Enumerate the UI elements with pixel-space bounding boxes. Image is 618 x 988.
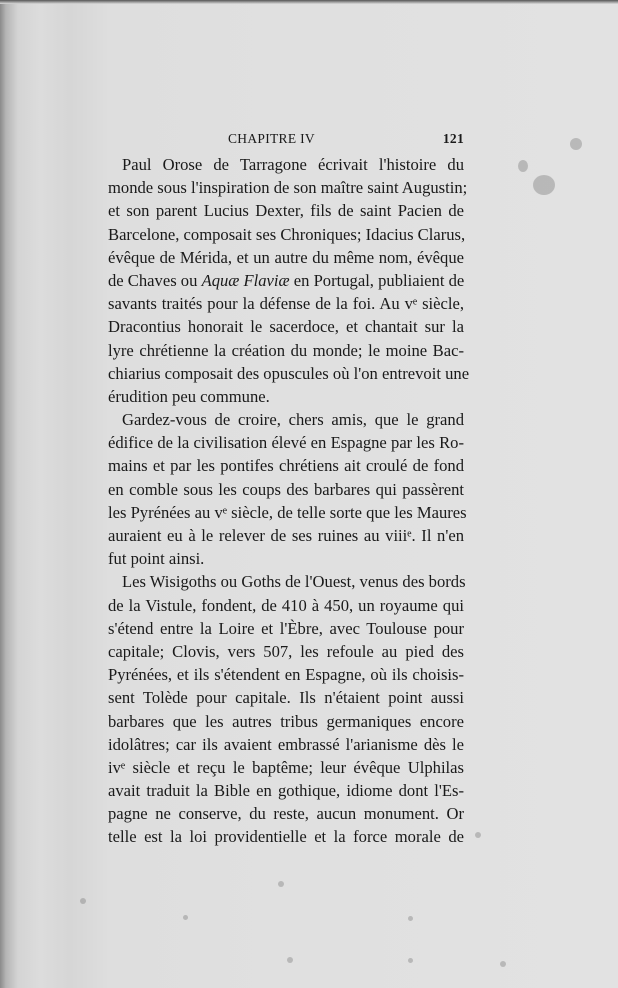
text-line: mains et par les pontifes chrétiens ait croulé de fond xyxy=(108,456,464,476)
text-line: idolâtres; car ils avaient embrassé l'arianisme dès le xyxy=(108,734,464,754)
text-line: monde sous l'inspiration de son maître saint Augustin; xyxy=(108,178,468,198)
text-line: auraient eu à le relever de ses ruines au viiiᵉ. Il n'en xyxy=(108,526,464,545)
text-line: Gardez-vous de croire, chers amis, que le grand xyxy=(122,410,464,430)
text-line: Paul Orose de Tarragone écrivait l'histoire du xyxy=(122,155,464,174)
text-line: savants traités pour la défense de la foi. Au vᵉ siècle, xyxy=(108,294,464,314)
text-run: en Portugal, publiaient de xyxy=(289,270,465,290)
foxing-spot xyxy=(408,958,413,963)
foxing-spot xyxy=(278,881,284,887)
text-line: de la Vistule, fondent, de 410 à 450, un royaume qui xyxy=(108,595,464,615)
italic-place-name: Aquæ Flaviæ xyxy=(201,270,290,290)
foxing-spot xyxy=(533,175,555,195)
body-text xyxy=(108,153,470,849)
foxing-spot xyxy=(518,160,528,172)
text-line: édifice de la civilisation élevé en Espagne par les Ro- xyxy=(108,433,464,453)
text-run: de Chaves ou xyxy=(108,270,202,290)
text-line: les Pyrénées au vᵉ siècle, de telle sorte que les Maures xyxy=(108,502,467,522)
foxing-spot xyxy=(80,898,86,904)
foxing-spot xyxy=(408,916,413,921)
foxing-spot xyxy=(500,961,506,967)
text-line: avait traduit la Bible en gothique, idiome dont l'Es- xyxy=(108,781,464,801)
text-line: fut point ainsi. xyxy=(108,549,205,569)
text-line: érudition peu commune. xyxy=(108,386,270,406)
text-line: chiarius composait des opuscules où l'on entrevoit une xyxy=(108,363,470,383)
running-header xyxy=(108,131,464,151)
text-line: et son parent Lucius Dexter, fils de saint Pacien de xyxy=(108,201,464,221)
text-line: telle est la loi providentielle et la force morale de xyxy=(108,827,464,847)
text-line: Dracontius honorait le sacerdoce, et chantait sur la xyxy=(108,317,464,337)
text-line: barbares que les autres tribus germaniques encore xyxy=(108,711,464,731)
text-line: en comble sous les coups des barbares qui passèrent xyxy=(108,479,464,499)
foxing-spot xyxy=(287,957,293,963)
text-line: pagne ne conserve, du reste, aucun monument. Or xyxy=(108,804,464,824)
text-line: s'étend entre la Loire et l'Èbre, avec Toulouse pour xyxy=(108,618,464,638)
text-line: Barcelone, composait ses Chroniques; Idacius Clarus, xyxy=(108,224,466,244)
page-number: 121 xyxy=(442,131,464,146)
chapter-title: CHAPITRE IV xyxy=(228,131,315,146)
text-line xyxy=(108,269,464,292)
text-line: sent Tolède pour capitale. Ils n'étaient point aussi xyxy=(108,688,464,708)
foxing-spot xyxy=(570,138,582,150)
foxing-spot xyxy=(183,915,188,920)
page-edge-shadow xyxy=(0,0,618,4)
text-line: capitale; Clovis, vers 507, les refoule au pied des xyxy=(108,641,464,661)
text-line: lyre chrétienne la création du monde; le moine Bac- xyxy=(108,340,464,360)
text-line: ivᵉ siècle et reçu le baptême; leur évêque Ulphilas xyxy=(108,757,464,777)
text-line: évêque de Mérida, et un autre du même nom, évêque xyxy=(108,247,464,267)
text-line: Les Wisigoths ou Goths de l'Ouest, venus des bords xyxy=(122,572,466,592)
foxing-spot xyxy=(475,832,481,838)
text-line: Pyrénées, et ils s'étendent en Espagne, où ils choisis- xyxy=(108,665,464,685)
